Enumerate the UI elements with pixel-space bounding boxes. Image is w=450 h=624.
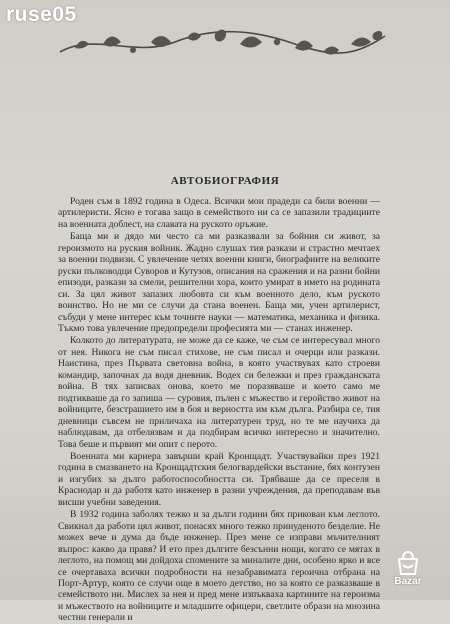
paragraph: В 1932 година заболях тежко и за дълги години бях прикован към леглото. Свикнал да работи цял живот, понасях много тежко принуденото безделие. Не можех вече и дума да бъде инженер. През мене се изправи мъчителният въпрос: какво да правя? И ето през дългите безсънни нощи, когато се мятах в леглото, на помощ ми дойдоха спомените за миналите дни, особено ярко и все се очертаваха всички подробности на незабравимата героична отбрана на Порт-Артур, която се случи още в моето детство, но за която се разказваше в семейството ни. Мислех за нея и пред мене изпъкваха картините на героизма и мъжеството на войниците и младшите офицери, светлите образи на мнозина честни генерали и bbox=[58, 509, 380, 624]
document-body bbox=[58, 196, 380, 624]
watermark-badge bbox=[374, 550, 442, 594]
paragraph: Роден съм в 1892 година в Одеса. Всички мои прадеди са били военни — артилеристи. Ясно е тогава защо в семейството ни са се запазили традициите на военната доблест, на славата на руското оръжие. bbox=[58, 196, 380, 230]
watermark-badge-label: Bazar bbox=[394, 576, 422, 587]
paragraph: Колкото до литературата, не може да се каже, че съм се интересувал много от нея. Никога не съм писал стихове, не съм писал и очерци или разкази. Наистина, през Първата световна война, в която участвувах като строеви командир, започнах да водя дневник. Водех си бележки и през гражданската война. В тях записвах онова, което ме поразяваше и което само ме подтикваше да го запиша — суровия, пълен с мъжество и геройство живот на войниците, безстрашието им в боя и верността им към дълга. Разбира се, тия дневници съвсем не приличаха на литературен труд, но те ме научиха да наблюдавам, да отбелязвам и да подбирам всичко интересно и значително. Това беше и първият ми опит с перото. bbox=[58, 335, 380, 450]
watermark-logo: ruse05 bbox=[6, 3, 77, 26]
document-title: АВТОБИОГРАФИЯ bbox=[170, 175, 280, 187]
paragraph: Баща ми и дядо ми често са ми разказвали за бойния си живот, за героизмото на руския войник. Жадно слушах тия разкази и страстно мечтаех за военни подвизи. С увлечение четях военни книги, биографиите на великите руски пълководци Суворов и Кутузов, описания на сражения и на разни бойни епизоди, разкази за смели, решителни хора, които умират в името на родината си. За цял живот запазих любовта си към военното дело, към руското воинство. Но не ми се случи да стана военен. Баща ми, учен артилерист, събуди у мене интерес към точните науки — математика, механика и физика. Тъкмо това увлечение предопредели професията ми — станах инженер. bbox=[58, 231, 380, 334]
floral-ornament bbox=[55, 22, 390, 62]
paragraph: Военната ми кариера завърши край Кронщадт. Участвувайки през 1921 година в смазването на Кронщадтския белогвардейски въстание, бях контузен и изгубих за дълго работоспособността си. Трябваше да се преселя в Краснодар и да работя като инженер в разни учреждения, да преподавам във висши учебни заведения. bbox=[58, 450, 380, 508]
bag-icon bbox=[393, 550, 423, 576]
